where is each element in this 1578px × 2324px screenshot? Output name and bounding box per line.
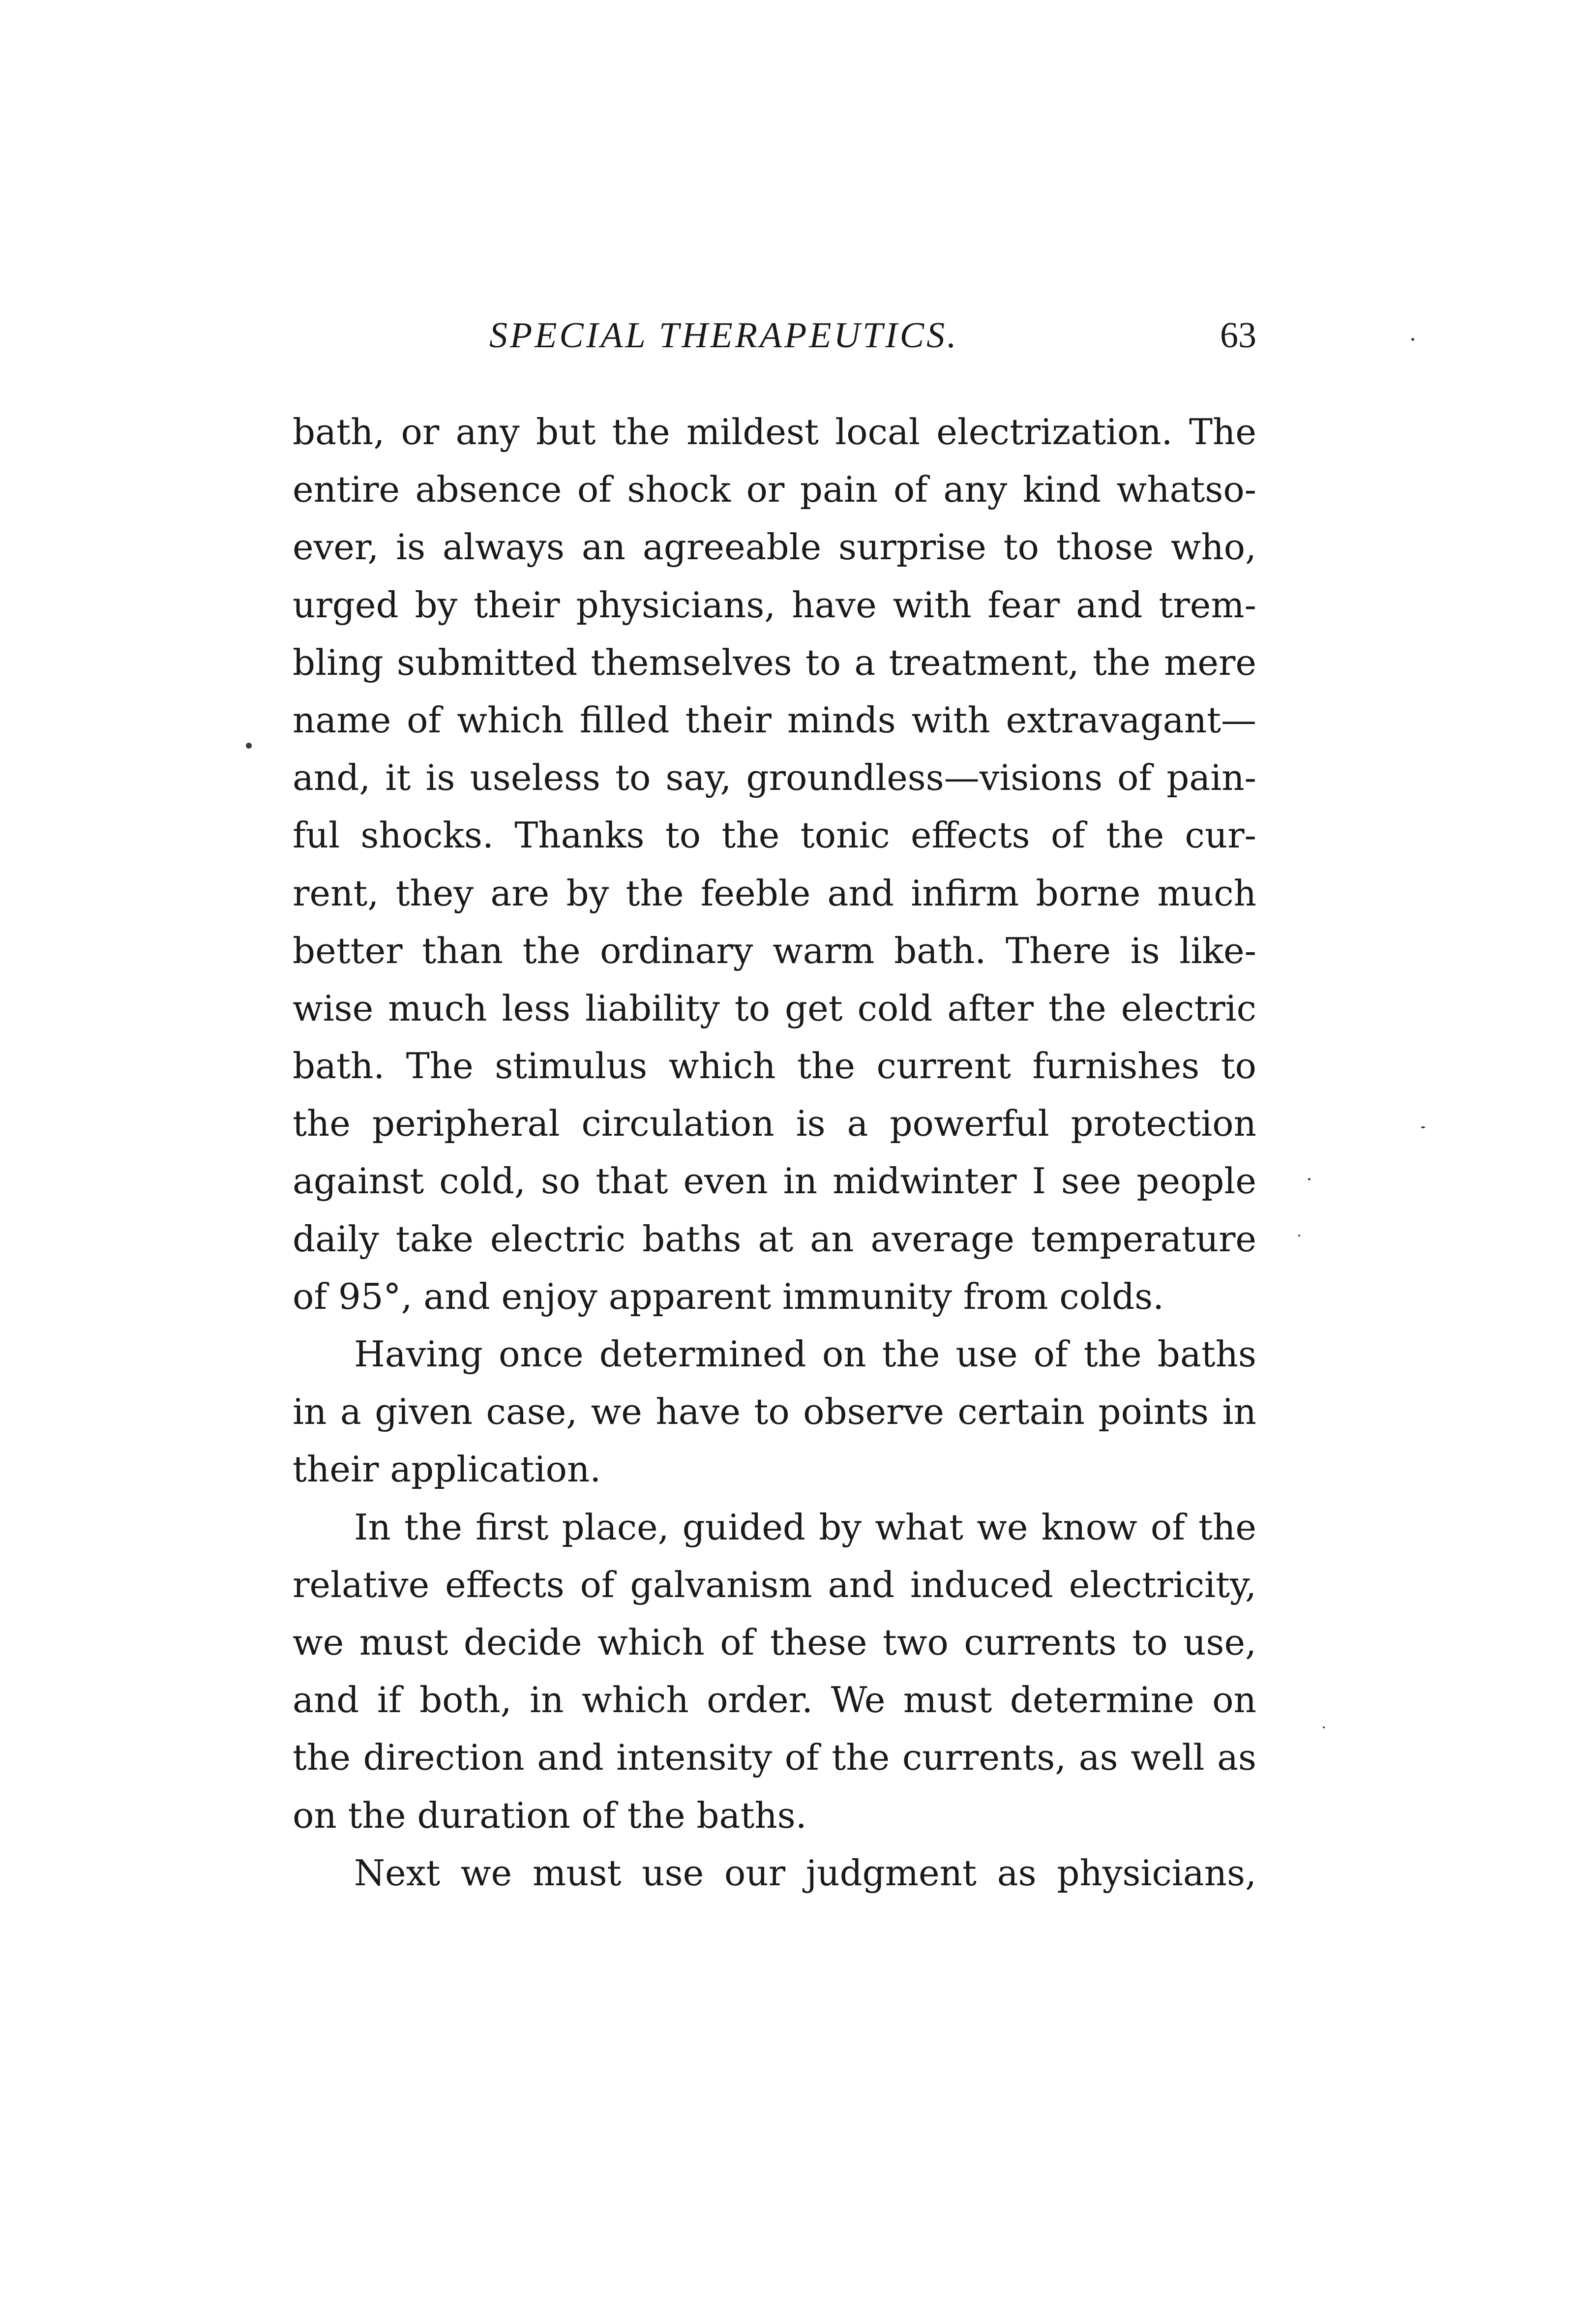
text-line: daily take electric baths at an average temperature [293,1218,1256,1260]
text-line: entire absence of shock or pain of any kind whatso- [293,469,1256,511]
scan-speck [1411,338,1414,341]
text-line: bath. The stimulus which the current furnishes to [293,1045,1256,1087]
text-line: ful shocks. Thanks to the tonic effects of the cur- [293,815,1256,856]
text-line: we must decide which of these two currents to use, [293,1621,1256,1663]
body-text [293,403,1256,1902]
scan-speck [1323,1726,1325,1728]
scan-speck [1308,1178,1310,1180]
text-line: against cold, so that even in midwinter I see people [293,1160,1256,1202]
scan-speck [246,743,252,749]
running-head [293,315,1256,374]
text-line: their application. [293,1449,601,1490]
text-line: In the first place, guided by what we know of the [354,1506,1256,1548]
text-line: better than the ordinary warm bath. There is like- [293,930,1256,971]
running-title: SPECIAL THERAPEUTICS. [489,315,959,356]
text-line: Having once determined on the use of the baths [354,1333,1256,1375]
text-line: urged by their physicians, have with fear and trem- [293,584,1256,626]
text-line: the peripheral circulation is a powerful protection [293,1103,1256,1145]
text-line: and if both, in which order. We must determine on [293,1679,1256,1721]
page-number: 63 [1220,315,1256,356]
text-line: wise much less liability to get cold after the electric [293,987,1256,1029]
text-line: Next we must use our judgment as physicians, [354,1852,1256,1894]
text-line: and, it is useless to say, groundless—visions of pain- [293,757,1256,799]
scan-speck [1421,1126,1425,1128]
text-line: relative effects of galvanism and induced electricity, [293,1564,1256,1605]
text-line: bling submitted themselves to a treatment, the mere [293,641,1256,683]
text-line: name of which filled their minds with extravagant— [293,699,1256,741]
text-line: ever, is always an agreeable surprise to those who, [293,526,1256,568]
text-line: rent, they are by the feeble and infirm borne much [293,872,1256,914]
text-line: of 95°, and enjoy apparent immunity from colds. [293,1275,1164,1317]
text-line: the direction and intensity of the currents, as well as [293,1737,1256,1779]
scan-speck [1298,1235,1300,1237]
text-line: in a given case, we have to observe certain points in [293,1391,1256,1433]
text-line: bath, or any but the mildest local electrization. The [293,411,1256,453]
text-line: on the duration of the baths. [293,1794,807,1836]
